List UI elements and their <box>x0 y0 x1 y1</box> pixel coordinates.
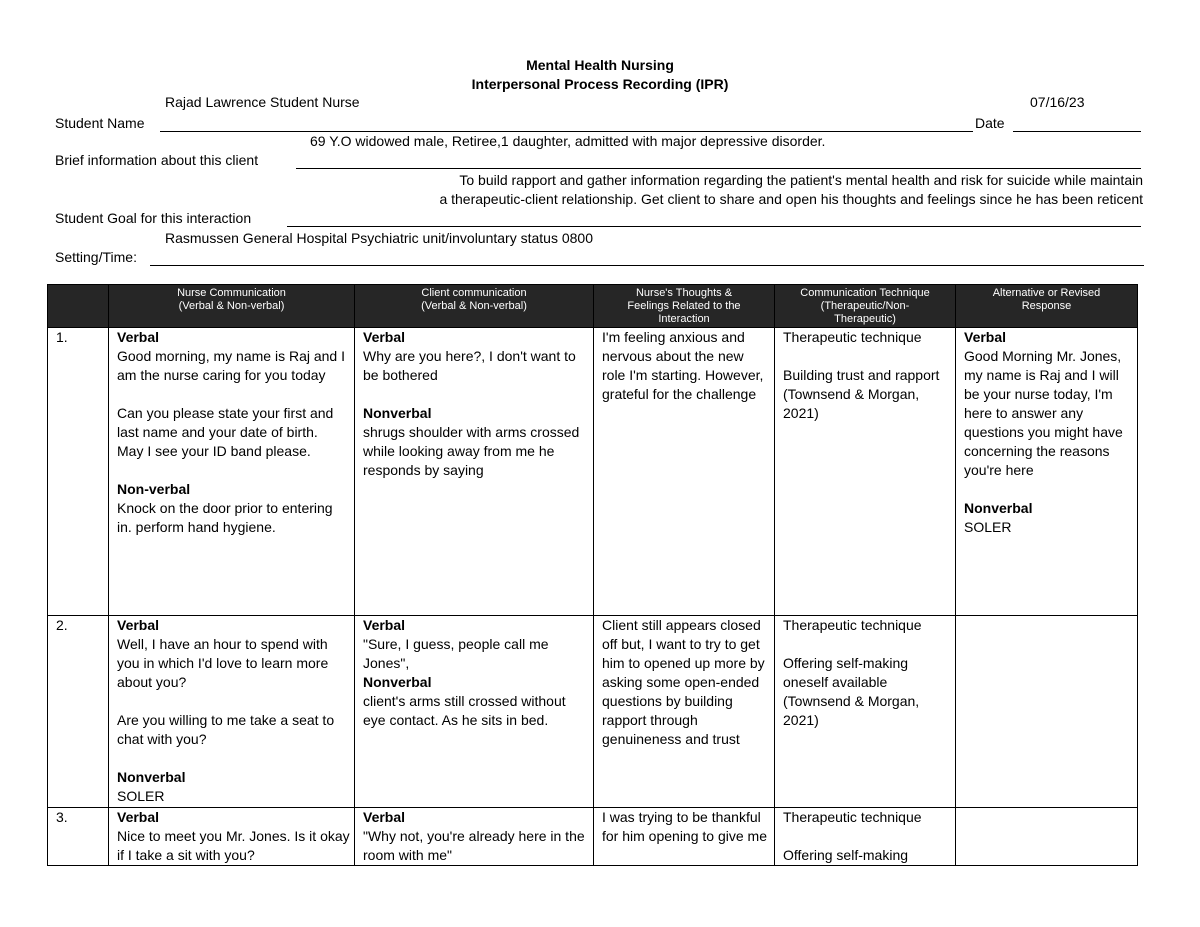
nurse-verbal-text: Nice to meet you Mr. Jones. Is it okay if I take a sit with you? <box>117 828 350 863</box>
verbal-label: Verbal <box>363 809 406 825</box>
setting-underline <box>150 265 1144 266</box>
row-number: 3. <box>48 808 109 866</box>
client-info-underline <box>296 168 1141 169</box>
header-nurse-thoughts: Nurse's Thoughts & Feelings Related to the Interaction <box>594 285 775 328</box>
nonverbal-label: Nonverbal <box>117 769 186 785</box>
verbal-label: Verbal <box>363 617 406 633</box>
client-nonverbal-text: shrugs shoulder with arms crossed while looking away from me he responds by saying <box>363 424 580 478</box>
row-number: 2. <box>48 616 109 808</box>
date-label: Date <box>975 115 1005 131</box>
table-row <box>48 328 1138 616</box>
client-verbal-text: Why are you here?, I don't want to be bothered <box>363 348 576 383</box>
nurse-nonverbal-text: Knock on the door prior to entering in. perform hand hygiene. <box>117 500 333 535</box>
verbal-label: Verbal <box>117 617 160 633</box>
table-header-row <box>48 285 1138 328</box>
page-subtitle: Interpersonal Process Recording (IPR) <box>471 76 729 92</box>
header-nurse-communication: Nurse Communication (Verbal & Non-verbal) <box>109 285 355 328</box>
nonverbal-label: Nonverbal <box>363 674 432 690</box>
alternative-verbal-text: Good Morning Mr. Jones, my name is Raj and I will be your nurse today, I'm here to answer any questions you might have concerning the reasons you're here <box>964 348 1123 478</box>
technique-type: Therapeutic technique <box>783 809 922 825</box>
alternative-cell <box>956 808 1138 866</box>
technique-type: Therapeutic technique <box>783 329 922 345</box>
client-info-value: 69 Y.O widowed male, Retiree,1 daughter, admitted with major depressive disorder. <box>310 133 826 149</box>
page-title: Mental Health Nursing <box>526 57 674 73</box>
technique-reference: (Townsend & Morgan, 2021) <box>783 386 920 421</box>
nurse-thoughts-cell: Client still appears closed off but, I want to try to get him to opened up more by asking some open-ended questions by building rapport through genuineness and trust <box>594 616 775 808</box>
technique-detail: Offering self-making <box>783 847 909 863</box>
table-row <box>48 616 1138 808</box>
verbal-label: Verbal <box>363 329 406 345</box>
alternative-cell <box>956 616 1138 808</box>
table-row <box>48 808 1138 866</box>
header-technique: Communication Technique (Therapeutic/Non- Therapeutic) <box>775 285 956 328</box>
student-name-label: Student Name <box>55 115 145 131</box>
nonverbal-label: Nonverbal <box>964 500 1033 516</box>
goal-value-line2: a therapeutic-client relationship. Get client to share and open his thoughts and feelings since he has been reticent <box>439 191 1143 207</box>
client-communication-cell <box>355 808 594 866</box>
nurse-verbal-text: Can you please state your first and last name and your date of birth. <box>117 405 334 440</box>
header-alternative: Alternative or Revised Response <box>956 285 1138 328</box>
header-client-communication: Client communication (Verbal & Non-verbal) <box>355 285 594 328</box>
client-info-label: Brief information about this client <box>55 152 259 168</box>
row-number: 1. <box>48 328 109 616</box>
nurse-communication-cell <box>109 616 355 808</box>
verbal-label: Verbal <box>117 809 160 825</box>
goal-underline <box>287 226 1141 227</box>
nurse-verbal-text: Are you willing to me take a seat to chat with you? <box>117 712 335 747</box>
verbal-label: Verbal <box>117 329 160 345</box>
nurse-thoughts-cell: I'm feeling anxious and nervous about the new role I'm starting. However, grateful for the challenge <box>594 328 775 616</box>
client-verbal-text: "Sure, I guess, people call me Jones", <box>363 636 549 671</box>
date-underline <box>1013 131 1141 132</box>
nurse-verbal-text: May I see your ID band please. <box>117 443 311 459</box>
nonverbal-label: Non-verbal <box>117 481 191 497</box>
goal-value-line1: To build rapport and gather information regarding the patient's mental health and risk for suicide while maintain <box>459 172 1143 188</box>
nurse-communication-cell <box>109 328 355 616</box>
date-value: 07/16/23 <box>1030 94 1085 110</box>
nonverbal-label: Nonverbal <box>363 405 432 421</box>
goal-label: Student Goal for this interaction <box>55 210 252 226</box>
nurse-verbal-text: Well, I have an hour to spend with you in which I'd love to learn more about you? <box>117 636 329 690</box>
technique-cell <box>775 616 956 808</box>
technique-detail: Offering self-making oneself available <box>783 655 909 690</box>
nurse-verbal-text: Good morning, my name is Raj and I am the nurse caring for you today <box>117 348 345 383</box>
technique-detail: Building trust and rapport <box>783 367 940 383</box>
setting-label: Setting/Time: <box>55 249 137 265</box>
alternative-cell <box>956 328 1138 616</box>
client-communication-cell <box>355 328 594 616</box>
student-name-value: Rajad Lawrence Student Nurse <box>165 94 360 110</box>
header-num <box>48 285 109 328</box>
ipr-table <box>47 284 1138 866</box>
nurse-communication-cell <box>109 808 355 866</box>
alternative-nonverbal-text: SOLER <box>964 519 1012 535</box>
technique-type: Therapeutic technique <box>783 617 922 633</box>
verbal-label: Verbal <box>964 329 1007 345</box>
technique-cell <box>775 808 956 866</box>
setting-value: Rasmussen General Hospital Psychiatric unit/involuntary status 0800 <box>165 230 593 246</box>
client-nonverbal-text: client's arms still crossed without eye contact. As he sits in bed. <box>363 693 566 728</box>
nurse-nonverbal-text: SOLER <box>117 788 165 804</box>
nurse-thoughts-cell: I was trying to be thankful for him opening to give me <box>594 808 775 866</box>
client-verbal-text: "Why not, you're already here in the room with me" <box>363 828 585 863</box>
technique-cell <box>775 328 956 616</box>
technique-reference: (Townsend & Morgan, 2021) <box>783 693 920 728</box>
client-communication-cell <box>355 616 594 808</box>
student-name-underline <box>160 131 973 132</box>
